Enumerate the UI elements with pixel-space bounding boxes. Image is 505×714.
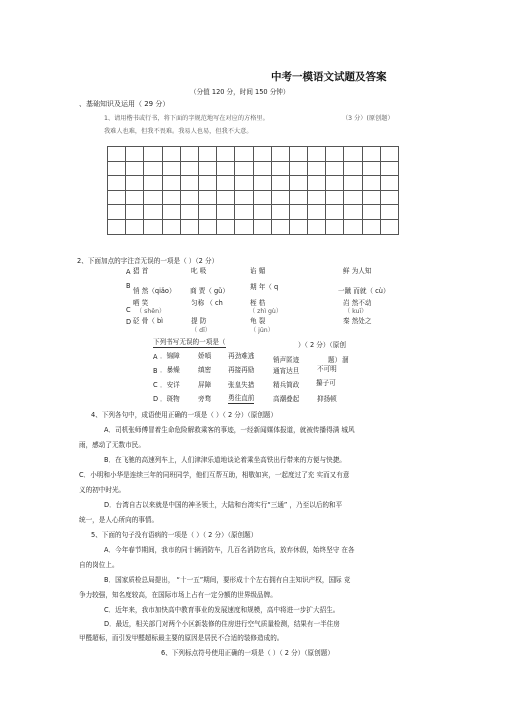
q4-prompt: 4、下列各句中，成语使用正确的一项是（ ）（ 2 分）（原创题） (91, 411, 278, 419)
q2-b-3: 期 年（ q (250, 283, 279, 291)
q2-garble-4: （ dī） (191, 327, 211, 334)
q3-c-4: 精兵简政 (273, 381, 300, 389)
q2-a-3: 谄 媚 (250, 267, 266, 275)
q2-option-a-letter: A (126, 268, 131, 276)
q3-d-1: ．斑物 (160, 395, 180, 403)
q3-c-1: ．安详 (160, 381, 180, 389)
writing-grid[interactable] (107, 146, 399, 235)
q4-option-c: C．小明和小华是连续三年的同班同学，他们互帮互助，相敬如宾，一起度过了充 实而又有意 (79, 471, 350, 479)
q5-option-d: D．最近，相关部门对两个小区新装修的住房进行空气质量检测，结果有一半住房 (104, 620, 340, 628)
q5-option-a: A．今年春节期间，我市的同十辆消防车，几百名消防官兵，放弃休假，始终坚守 在各 (104, 546, 355, 554)
q2-c-2: 匀称 （ ch (191, 299, 223, 307)
q4-option-a: A．司机张师傅冒着生命危险解救乘客的事迹，一经新闻媒体报道，就被传播得满 城风 (104, 426, 355, 434)
q3-d-2: 旁骛 (198, 395, 212, 403)
q3-extra-2: 不可明 (317, 365, 337, 373)
q3-b-2: 缜密 (198, 366, 212, 374)
q5-option-b-cont: 争力较强，知名度较高，在国际市场上占有一定分额的世界级品牌。 (79, 591, 277, 599)
q5-option-c: C．近年来，我市加快高中教育事业的发展速度和规模，高中将进一步扩大招生。 (104, 606, 340, 614)
q2-d-2: 提 防 (191, 317, 207, 325)
q2-d-4: 秦 然处之 (343, 317, 372, 325)
q1-sentence: 我难人也难，但我不畏难。我易人也易，但我不大意。 (104, 128, 253, 135)
q3-c-letter: C (153, 381, 158, 389)
q2-garble-1: （ shěn） (136, 308, 166, 315)
q3-score-tail: 题） (328, 356, 342, 364)
q4-option-b: B．在飞驰的高速列车上，人们津津乐道地谈论着乘坐高铁出行带来的方便与快捷。 (104, 456, 346, 464)
q3-prompt: 下列书写无误的一项是（ (153, 338, 226, 346)
q3-b-4: 通宵达旦 (273, 367, 300, 375)
q2-b-2: 商 贾（ gǔ） (190, 287, 229, 295)
q3-a-3: 再劲难逃 (228, 352, 255, 360)
q2-option-d-letter: D (126, 318, 132, 326)
q5-prompt: 5、下面的句子没有语病的一项是（ ）（ 2 分）（原创题） (91, 531, 258, 539)
q2-option-b-letter: B (126, 282, 131, 290)
q2-b-4: 一蹴 而就（ cù） (338, 287, 390, 295)
q3-a-1: ．锦障 (160, 352, 180, 360)
q1-prompt: 1、请用楷书或行书，将下面的字规范地写在对应的方格里。 (104, 115, 269, 122)
q5-option-d-cont: 甲醛超标，而引发甲醛超标最主要的原因是居民不合适的装修造成的。 (79, 634, 284, 642)
q3-a-4: 销声匿迹 (273, 356, 300, 364)
q5-option-b: B．国家质检总局提出， “十一五”期间，要形成十个左右拥有自主知识产权，国际 竞 (104, 576, 351, 584)
q4-option-d-cont: 统一，是人心所向的事情。 (79, 516, 159, 524)
q3-d-letter: D (153, 395, 159, 403)
q6-prompt: 6、下列标点符号使用正确的一项是（ ）（ 2 分）（原创题） (161, 649, 334, 657)
q2-a-4: 鲜 为人知 (343, 267, 372, 275)
section-heading: 、基础知识及运用（ 29 分） (79, 100, 170, 108)
page-subtitle: （分值 120 分，时间 150 分钟） (190, 88, 290, 96)
q4-option-c-cont: 义的初中时光。 (79, 486, 126, 494)
q3-d-3: 勇往直前 (228, 394, 255, 402)
q2-d-3: 龟 裂 (250, 317, 266, 325)
q2-garble-5: （ jūn） (250, 327, 274, 334)
q4-option-d: D．台湾自古以来就是中国的神圣领土，大陆和台湾实行“三通” ，乃至以后的和平 (104, 501, 343, 509)
q4-option-a-cont: 雨，感动了无数市民。 (79, 441, 145, 449)
q3-b-letter: B (153, 367, 158, 375)
q2-option-c-letter: C (126, 306, 131, 314)
q3-b-3: 再接再励 (228, 366, 255, 374)
q2-c-4: 岿 然不动 (343, 299, 372, 307)
page-title: 中考一模语文试题及答案 (271, 71, 387, 83)
q2-a-1: 猖 首 (133, 267, 149, 275)
q2-garble-3: （ kuī） (344, 308, 368, 315)
q2-c-3: 桎 梏 (250, 299, 266, 307)
q3-d-4: 高潮叠起 (273, 395, 300, 403)
q3-extra-3: 攥子可 (316, 379, 336, 387)
q2-d-1: 砭 骨（ bì (133, 317, 163, 325)
q2-prompt: 2、下面加点的字注音无误的一项是（ ）（2 分） (77, 257, 219, 265)
q1-score: （3 分）(原创题） (342, 115, 394, 122)
q3-a-letter: A (153, 353, 158, 361)
q3-a-2: 娇嗔 (198, 352, 212, 360)
q5-option-a-cont: 自的岗位上。 (79, 561, 119, 569)
q3-extra-1: 涸 (342, 356, 349, 364)
q2-b-1: 悄 然（qiǎo） (133, 287, 176, 295)
q3-extra-4: 抑扬顿 (317, 395, 337, 403)
q2-c-1: 哂 笑 (133, 299, 149, 307)
q3-c-2: 屏障 (198, 381, 212, 389)
q2-garble-2: （ zhì gù） (249, 308, 283, 315)
q3-c-3: 张皇失措 (228, 381, 255, 389)
q3-score: ）（ 2 分）（原创 (298, 341, 346, 349)
q3-b-1: ．暴燥 (160, 366, 180, 374)
q2-a-2: 叱 吸 (191, 267, 207, 275)
